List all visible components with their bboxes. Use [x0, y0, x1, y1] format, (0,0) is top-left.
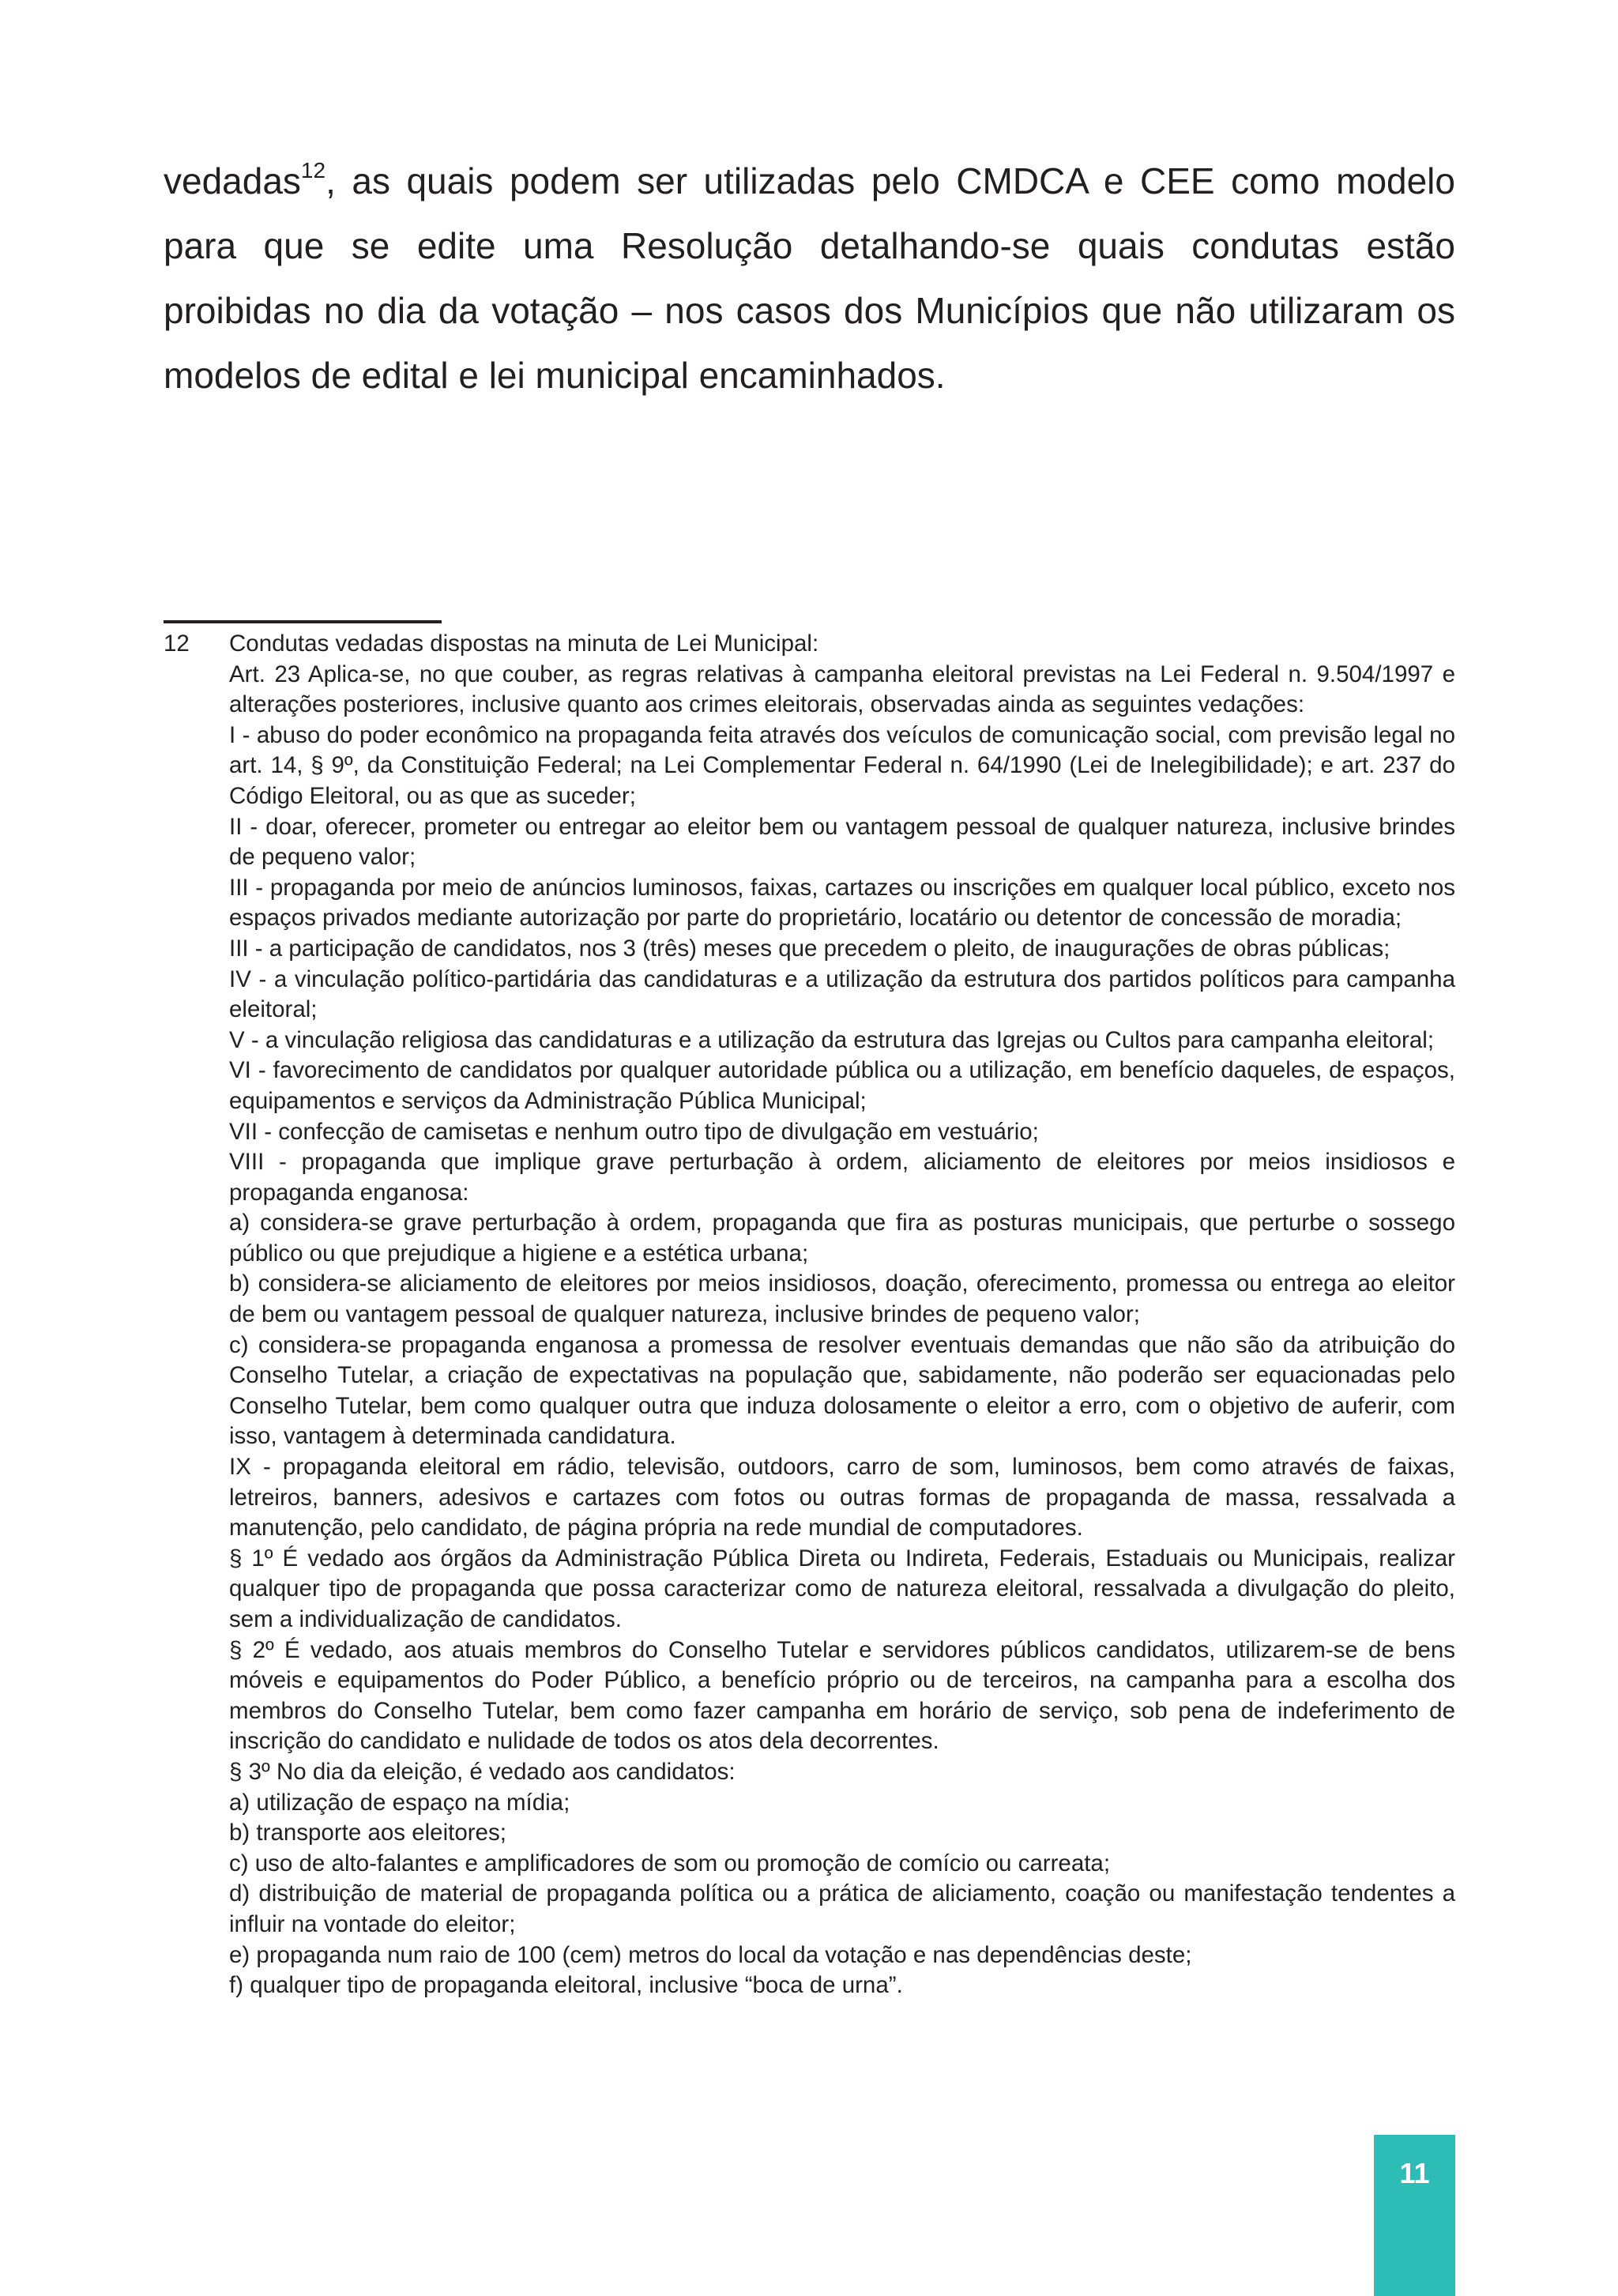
page-number-tab — [1374, 2135, 1455, 2296]
footnote-line: c) considera-se propaganda enganosa a promessa de resolver eventuais demandas que não são da atribuição do Conselho Tutelar, a criação de expectativas na população que, sabidamente, não poderão ser equacionadas pelo Conselho Tutelar, bem como qualquer outra que induza dolosamente o eleitor a erro, com o objetivo de auferir, com isso, vantagem à determinada candidatura. — [229, 1331, 1455, 1450]
footnote-line: a) considera-se grave perturbação à ordem, propaganda que fira as posturas municipais, que perturbe o sossego público ou que prejudique a higiene e a estética urbana; — [229, 1210, 1455, 1267]
footnote-line: IX - propaganda eleitoral em rádio, televisão, outdoors, carro de som, luminosos, bem como através de faixas, letreiros, banners, adesivos e cartazes com fotos ou outras formas de propaganda de massa, ressalvada a manutenção, pelo candidato, de página própria na rede mundial de computadores. — [229, 1454, 1455, 1541]
footnote-line: VI - favorecimento de candidatos por qualquer autoridade pública ou a utilização, em benefício daqueles, de espaços, equipamentos e serviços da Administração Pública Municipal; — [229, 1057, 1455, 1114]
footnote-line: VIII - propaganda que implique grave perturbação à ordem, aliciamento de eleitores por meios insidiosos e propaganda enganosa: — [229, 1149, 1455, 1206]
footnote-line: IV - a vinculação político-partidária das candidaturas e a utilização da estrutura dos partidos políticos para campanha eleitoral; — [229, 965, 1455, 1023]
footnote-line: c) uso de alto-falantes e amplificadores de som ou promoção de comício ou carreata; — [229, 1850, 1111, 1876]
footnote-line: b) transporte aos eleitores; — [229, 1820, 506, 1846]
paragraph-start: vedadas — [164, 160, 301, 201]
footnote-line: f) qualquer tipo de propaganda eleitoral, inclusive “boca de urna”. — [229, 1972, 903, 1999]
footnote-line: § 1º É vedado aos órgãos da Administração Pública Direta ou Indireta, Federais, Estaduais ou Municipais, realizar qualquer tipo de propaganda que possa caracterizar como de natureza eleitoral, ressalvada a divulgação do pleito, sem a individualização de candidatos. — [229, 1545, 1455, 1632]
footnote-line: III - a participação de candidatos, nos 3 (três) meses que precedem o pleito, de inaugurações de obras públicas; — [229, 935, 1390, 962]
footnote-line: III - propaganda por meio de anúncios luminosos, faixas, cartazes ou inscrições em qualquer local público, exceto nos espaços privados mediante autorização por parte do proprietário, locatário ou detentor de concessão de moradia; — [229, 874, 1455, 932]
footnote-line: e) propaganda num raio de 100 (cem) metros do local da votação e nas dependências deste; — [229, 1941, 1192, 1968]
footnote-line: b) considera-se aliciamento de eleitores por meios insidiosos, doação, oferecimento, promessa ou entrega ao eleitor de bem ou vantagem pessoal de qualquer natureza, inclusive brindes de pequeno valor; — [229, 1270, 1455, 1328]
footnote-separator — [164, 620, 442, 623]
main-paragraph — [164, 149, 1455, 408]
footnote-reference[interactable]: 12 — [300, 157, 326, 183]
footnote-number: 12 — [164, 630, 190, 657]
footnote-intro: Condutas vedadas dispostas na minuta de Lei Municipal: — [229, 630, 819, 657]
footnote-line: II - doar, oferecer, prometer ou entregar ao eleitor bem ou vantagem pessoal de qualquer natureza, inclusive brindes de pequeno valor; — [229, 813, 1455, 871]
footnote-line: § 2º É vedado, aos atuais membros do Conselho Tutelar e servidores públicos candidatos, utilizarem-se de bens móveis e equipamentos do Poder Público, a benefício próprio ou de terceiros, na campanha para a escolha dos membros do Conselho Tutelar, bem como fazer campanha em horário de serviço, sob pena de indeferimento de inscrição do candidato e nulidade de todos os atos dela decorrentes. — [229, 1636, 1455, 1755]
footnote-line: VII - confecção de camisetas e nenhum outro tipo de divulgação em vestuário; — [229, 1118, 1039, 1145]
footnote-line: Art. 23 Aplica-se, no que couber, as regras relativas à campanha eleitoral previstas na Lei Federal n. 9.504/1997 e alterações posteriores, inclusive quanto aos crimes eleitorais, observadas ainda as seguintes vedações: — [229, 661, 1455, 718]
footnote-line: V - a vinculação religiosa das candidaturas e a utilização da estrutura das Igrejas ou Cultos para campanha eleitoral; — [229, 1026, 1435, 1053]
footnote-line: § 3º No dia da eleição, é vedado aos candidatos: — [229, 1758, 736, 1785]
paragraph-rest: , as quais podem ser utilizadas pelo CMDCA e CEE como modelo para que se edite uma Resolução detalhando-se quais condutas estão proibidas no dia da votação – nos casos dos Municípios que não utilizaram os modelos de edital e lei municipal encaminhados. — [164, 160, 1455, 396]
footnote-header — [164, 629, 1455, 2001]
footnote-line: d) distribuição de material de propaganda política ou a prática de aliciamento, coação ou manifestação tendentes a influir na vontade do eleitor; — [229, 1880, 1455, 1937]
page-number: 11 — [1399, 2157, 1430, 2189]
footnote-body — [229, 629, 1455, 2001]
footnote-line: I - abuso do poder econômico na propaganda feita através dos veículos de comunicação social, com previsão legal no art. 14, § 9º, da Constituição Federal; na Lei Complementar Federal n. 64/1990 (Lei de Inelegibilidade); e art. 237 do Código Eleitoral, ou as que as suceder; — [229, 721, 1455, 809]
footnote-line: a) utilização de espaço na mídia; — [229, 1789, 570, 1816]
footnote — [164, 629, 1455, 2001]
